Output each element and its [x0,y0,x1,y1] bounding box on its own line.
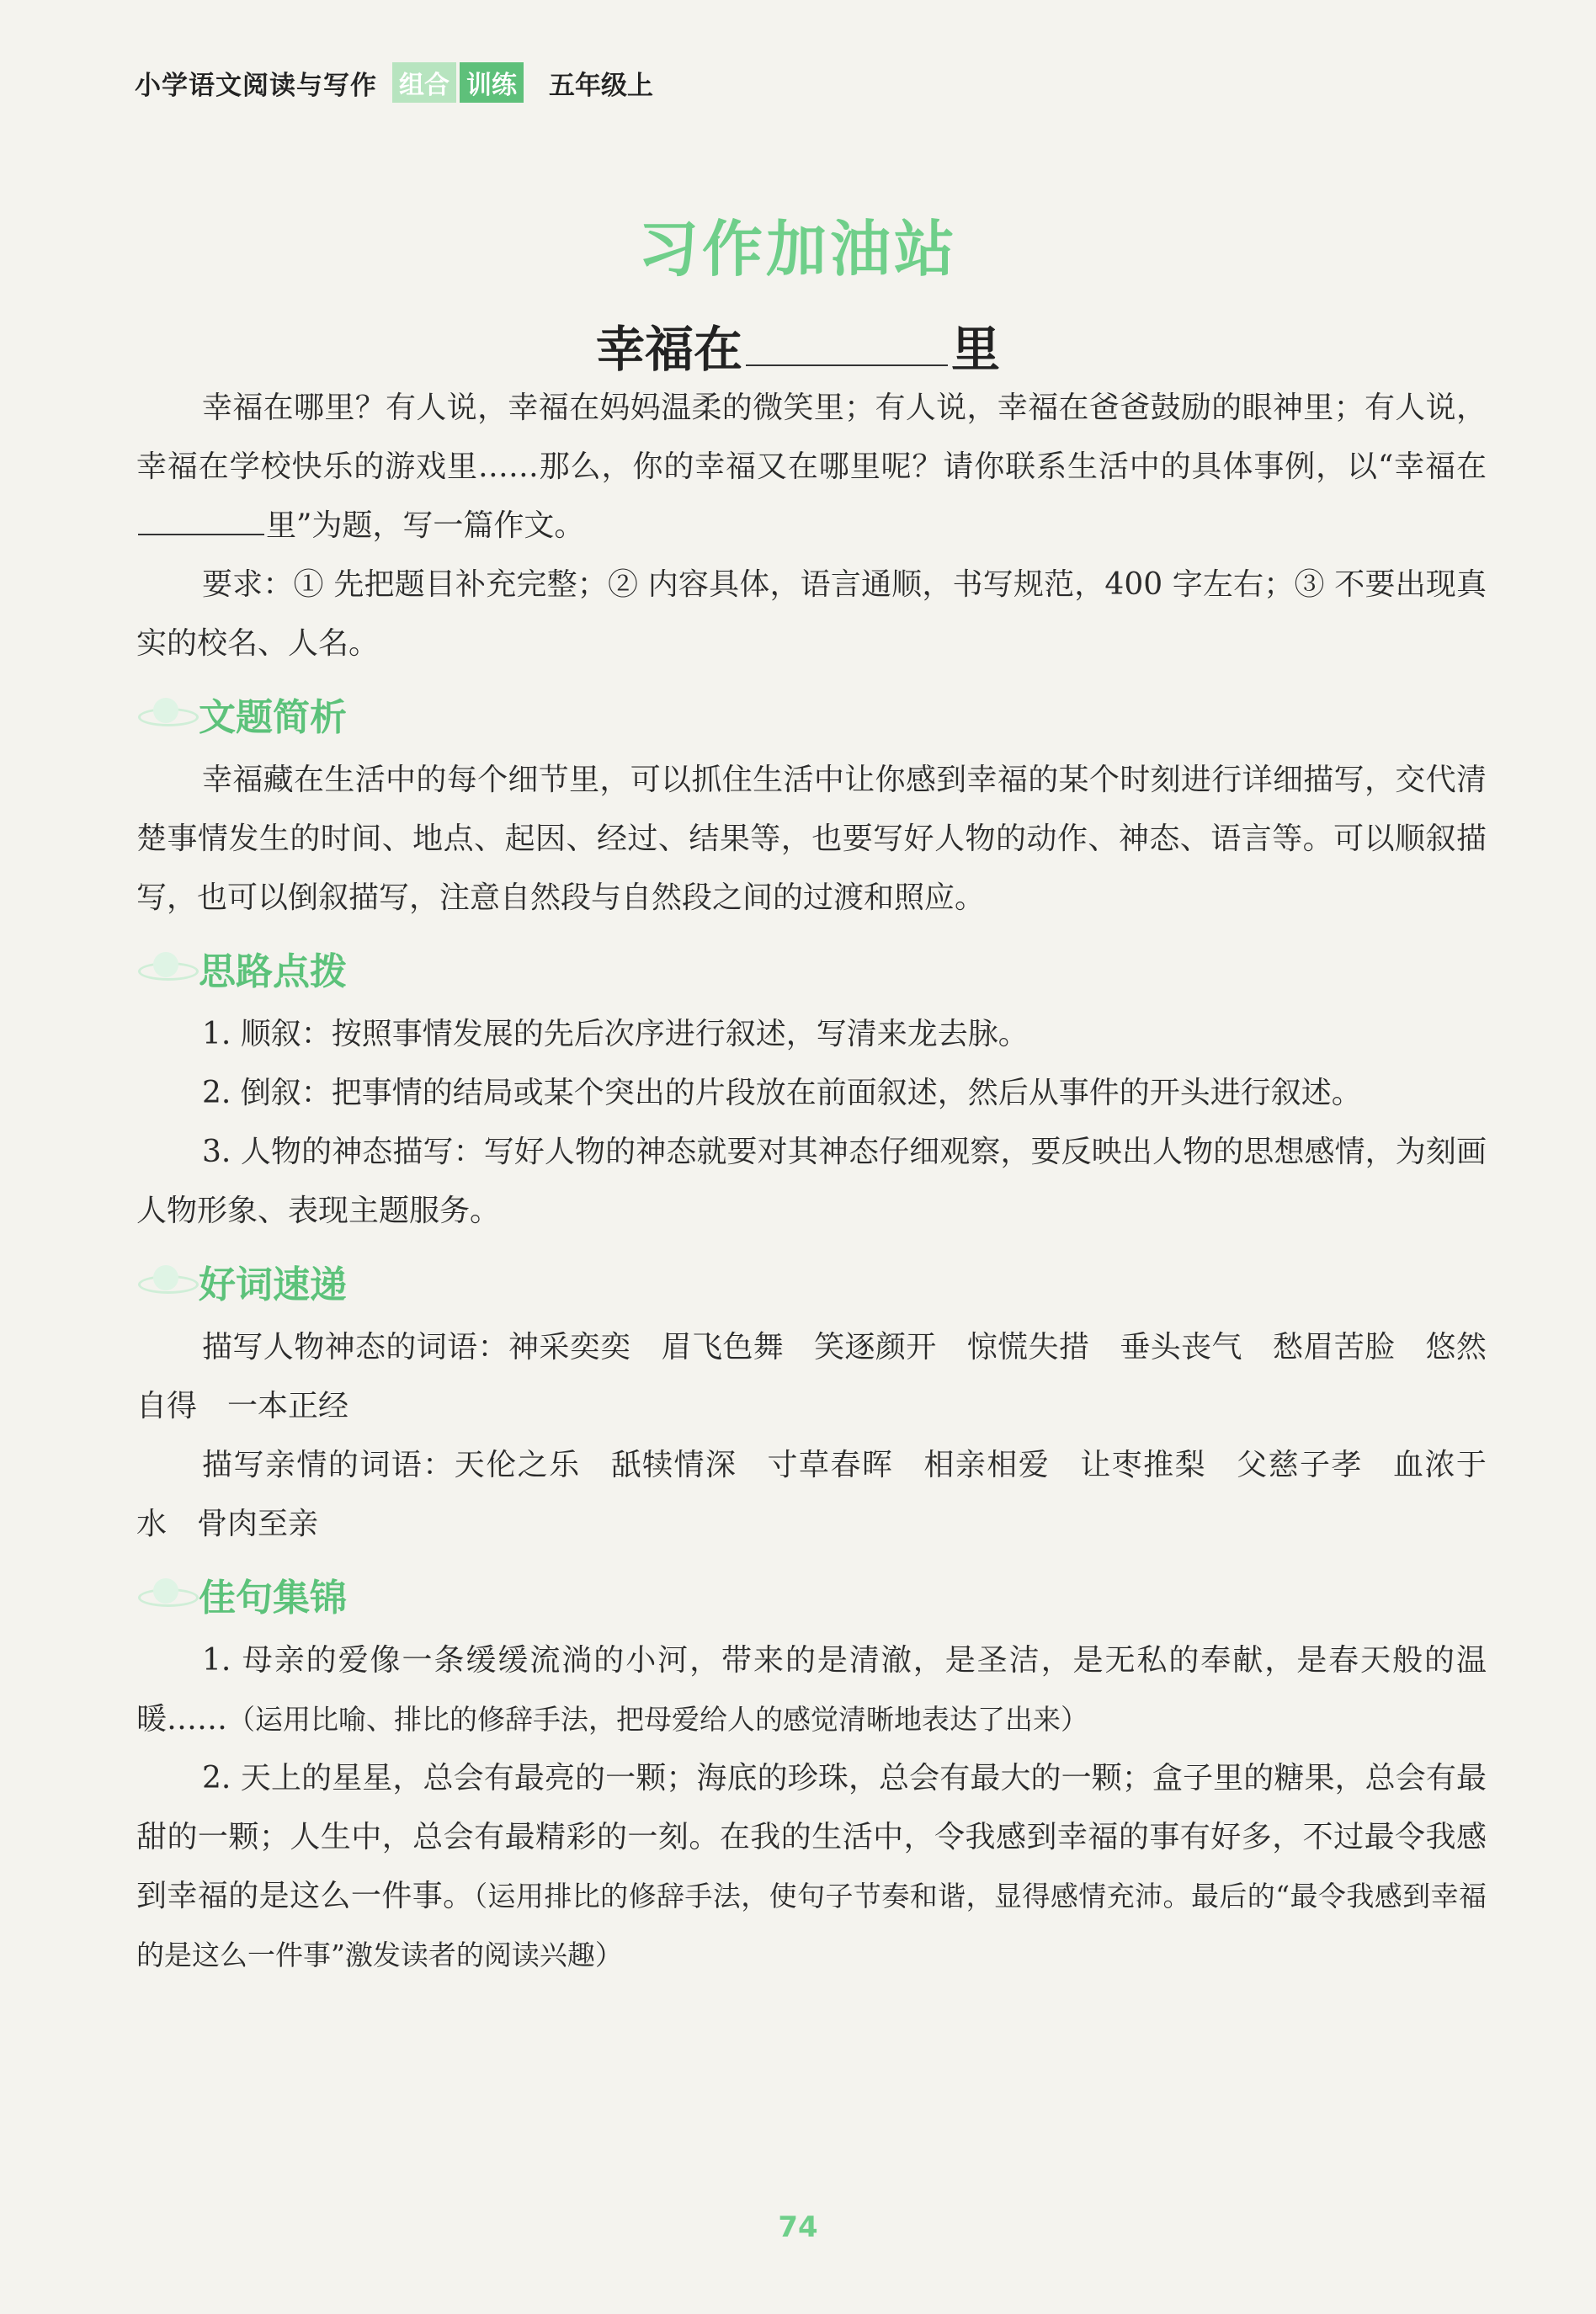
word: 相亲相爱 [923,1448,1051,1482]
section-head-sentences [136,1557,1487,1631]
sentence-1 [136,1631,1487,1749]
requirements-paragraph: 要求：① 先把题目补充完整；② 内容具体，语言通顺，书写规范，400 字左右；③ 不要出现真实的校名、人名。 [136,567,1487,661]
essay-title [0,310,1596,380]
analysis-text: 幸福藏在生活中的每个细节里，可以抓住生活中让你感到幸福的某个时刻进行详细描写，交代清楚事情发生的时间、地点、起因、经过、结果等，也要写好人物的动作、神态、语言等。可以顺叙描写，也可以倒叙描写，注意自然段与自然段之间的过渡和照应。 [136,763,1487,915]
section-label-ideas: 思路点拨 [199,950,347,993]
word: 悠然自得 [136,1330,1487,1423]
essay-title-suffix: 里 [951,321,1001,378]
inline-blank [138,505,264,535]
word: 愁眉苦脸 [1272,1330,1396,1364]
essay-title-prefix: 幸福在 [595,321,742,378]
words-expression [136,1318,1487,1436]
title-blank [746,321,948,366]
word: 舐犊情深 [610,1448,737,1482]
word: 惊慌失措 [966,1330,1090,1364]
section-label-sentences: 佳句集锦 [199,1577,347,1620]
word: 寸草春晖 [767,1448,894,1482]
book-title: 小学语文阅读与写作 [135,70,377,101]
planet-icon [136,949,195,987]
sentence-2-note: （运用排比的修辞手法，使句子节奏和谐，显得感情充沛。最后的“最令我感到幸福的是这么一件事”激发读者的阅读兴趣） [136,1880,1487,1971]
page-header [135,61,653,104]
idea-item: 1. 顺叙：按照事情发展的先后次序进行叙述，写清来龙去脉。 [202,1017,1029,1051]
words-family [136,1436,1487,1554]
intro-text-a: 幸福在哪里？有人说，幸福在妈妈温柔的微笑里；有人说，幸福在爸爸鼓励的眼神里；有人说，幸福在学校快乐的游戏里……那么，你的幸福又在哪里呢？请你联系生活中的具体事例，以“幸福在 [136,391,1487,484]
section-label-words: 好词速递 [199,1263,347,1306]
sentence-1-text: 1. 母亲的爱像一条缓缓流淌的小河，带来的是清澈，是圣洁，是无私的奉献，是春天般的温暖…… [136,1643,1487,1737]
word: 让枣推梨 [1080,1448,1207,1482]
sentence-1-note: （运用比喻、排比的修辞手法，把母爱给人的感觉清晰地表达了出来） [227,1703,1089,1736]
planet-icon [136,1575,195,1614]
idea-item: 3. 人物的神态描写：写好人物的神态就要对其神态仔细观察，要反映出人物的思想感情，为刻画人物形象、表现主题服务。 [136,1135,1487,1228]
planet-icon [136,694,195,733]
word: 父慈子孝 [1237,1448,1363,1482]
section-label-analysis: 文题简析 [199,696,347,739]
grade-label: 五年级上 [549,70,653,101]
word: 笑逐颜开 [814,1330,937,1364]
word: 眉飞色舞 [661,1330,785,1364]
sentence-2 [136,1749,1487,1985]
planet-icon [136,1262,195,1301]
tag-combination: 组合 [392,62,456,103]
word: 神采奕奕 [508,1330,631,1364]
word: 血浓于水 [136,1448,1487,1541]
section-head-ideas [136,931,1487,1005]
content [136,379,1487,1985]
intro-text-b: 里”为题，写一篇作文。 [266,508,585,543]
word: 天伦之乐 [454,1448,581,1482]
section-title: 习作加油站 [637,214,958,285]
word: 骨肉至亲 [197,1507,319,1541]
section-head-words [136,1244,1487,1318]
sentence-2-text: 2. 天上的星星，总会有最亮的一颗；海底的珍珠，总会有最大的一颗；盒子里的糖果，总会有最甜的一颗；人生中，总会有最精彩的一刻。在我的生活中，令我感到幸福的事有好多，不过最令我感到幸福的是这么一件事。 [136,1761,1487,1913]
word: 一本正经 [227,1389,349,1423]
tag-training: 训练 [460,62,524,103]
words-prefix: 描写亲情的词语： [202,1448,455,1482]
intro-paragraph [136,379,1487,556]
word: 垂头丧气 [1120,1330,1242,1364]
idea-item: 2. 倒叙：把事情的结局或某个突出的片段放在前面叙述，然后从事件的开头进行叙述。 [202,1076,1362,1110]
page-number: 74 [778,2210,818,2244]
section-head-analysis [136,677,1487,751]
words-prefix: 描写人物神态的词语： [202,1330,508,1364]
